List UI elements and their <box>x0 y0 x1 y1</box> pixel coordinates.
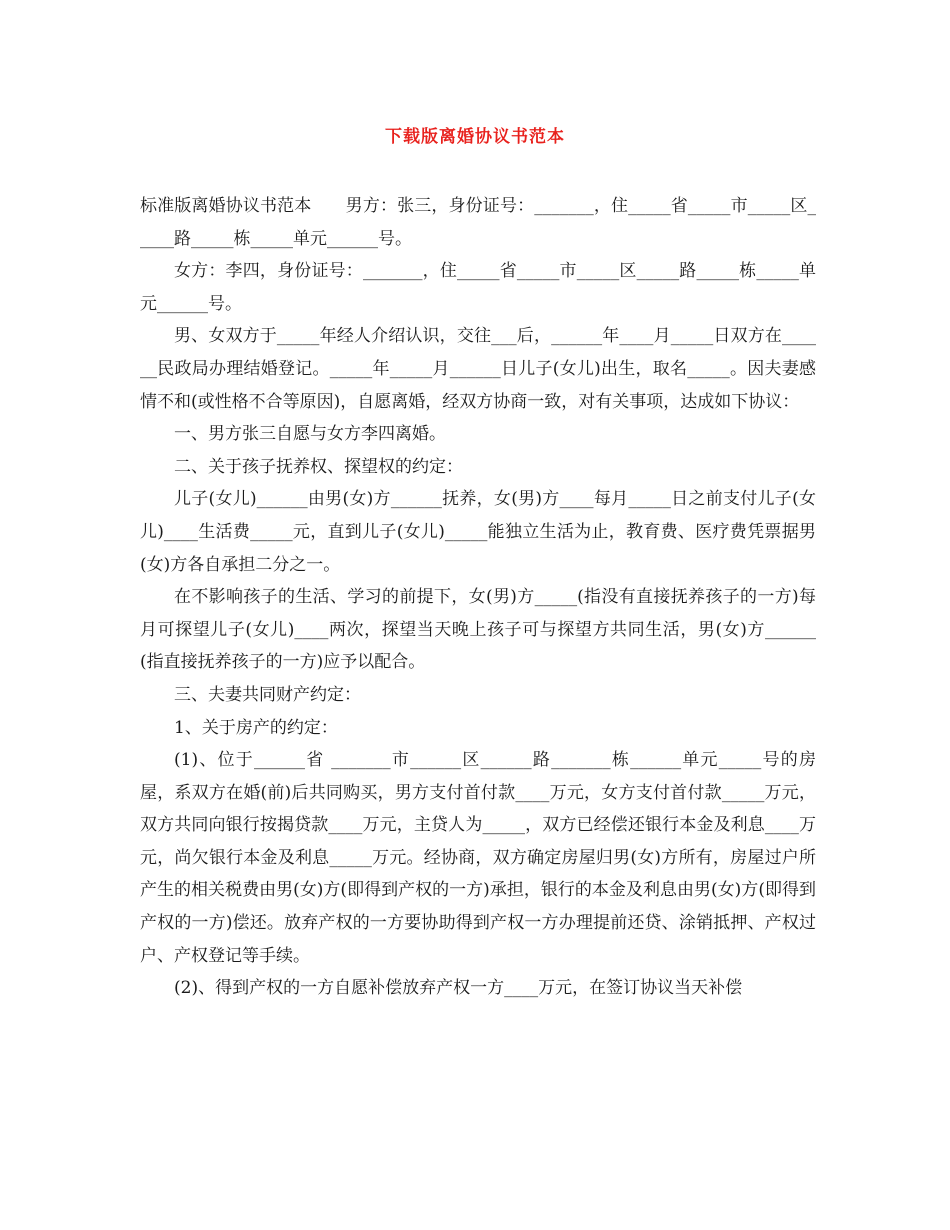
paragraph-property-item-2: (2)、得到产权的一方自愿补偿放弃产权一方____万元，在签订协议当天补偿 <box>174 978 743 999</box>
document-title: 下载版离婚协议书范本 <box>385 127 565 147</box>
paragraph-clause-3-heading: 三、夫妻共同财产约定： <box>174 684 361 705</box>
paragraph-marriage-background: 男、女双方于_____年经人介绍认识，交往___后，______年____月_____日双方在______民政局办理结婚登记。_____年_____月______日儿子(女儿)出生，取名_____。因夫妻感情不和(或性格不合等原因)，自愿离婚，经双方协商一致，对有关事项，达成如下协议： <box>140 326 816 412</box>
paragraph-clause-2-heading: 二、关于孩子抚养权、探望权的约定： <box>174 456 463 477</box>
paragraph-header-male-party: 标准版离婚协议书范本 男方：张三，身份证号：_______，住_____省_____市_____区_____路_____栋_____单元______号。 <box>140 196 816 249</box>
paragraph-property-item-1: (1)、位于______省 _______市______区______路_______栋______单元_____号的房屋，系双方在婚(前)后共同购买，男方支付首付款____万元，女方支付首付款_____万元，双方共同向银行按揭贷款____万元，主贷人为_____，双方已经偿还银行本金及利息____万元，尚欠银行本金及利息_____万元。经协商，双方确定房屋归男(女)方所有，房屋过户所产生的相关税费由男(女)方(即得到产权的一方)承担，银行的本金及利息由男(女)方(即得到产权的一方)偿还。放弃产权的一方要协助得到产权一方办理提前还贷、涂销抵押、产权过户、产权登记等手续。 <box>140 750 816 966</box>
paragraph-visitation: 在不影响孩子的生活、学习的前提下，女(男)方_____(指没有直接抚养孩子的一方)每月可探望儿子(女儿)____两次，探望当天晚上孩子可与探望方共同生活，男(女)方______(指直接抚养孩子的一方)应予以配合。 <box>140 587 816 673</box>
paragraph-female-party: 女方：李四，身份证号：_______，住_____省_____市_____区_____路_____栋_____单元______号。 <box>140 261 816 314</box>
paragraph-child-support: 儿子(女儿)______由男(女)方______抚养，女(男)方____每月_____日之前支付儿子(女儿)____生活费_____元，直到儿子(女儿)_____能独立生活为止，教育费、医疗费凭票据男(女)方各自承担二分之一。 <box>140 489 816 575</box>
paragraph-clause-1: 一、男方张三自愿与女方李四离婚。 <box>174 424 446 445</box>
paragraph-property-heading: 1、关于房产的约定： <box>174 717 338 738</box>
document-body <box>140 190 816 1005</box>
